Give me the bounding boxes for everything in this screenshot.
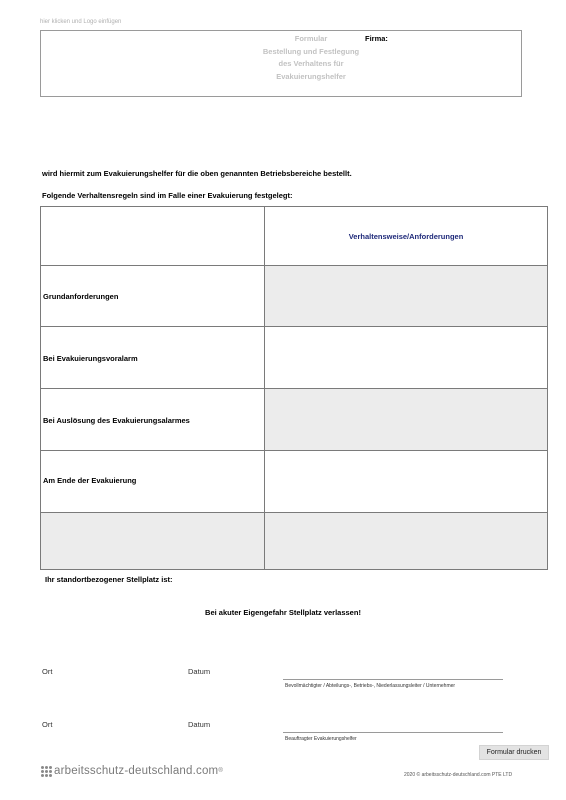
datum-label: Datum (188, 720, 211, 729)
form-title-line: Bestellung und Festlegung (262, 46, 360, 56)
print-form-button[interactable]: Formular drucken (479, 745, 549, 760)
brand-registered-mark: ® (218, 768, 223, 774)
table-row (40, 265, 548, 326)
rule-input-cell[interactable] (265, 266, 547, 326)
signature-caption: Bevollmächtigter / Abteilungs-, Betriebs-, Niederlassungsleiter / Unternehmer (285, 683, 456, 689)
row-label-cell (41, 451, 265, 512)
firma-label: Firma: (365, 34, 388, 43)
brand-name: arbeitsschutz-deutschland.com (54, 765, 219, 777)
datum-label: Datum (188, 667, 211, 676)
brand-dots-icon (41, 766, 52, 777)
intro-text: wird hiermit zum Evakuierungshelfer für die oben genannten Betriebsbereiche bestellt. (42, 169, 352, 178)
rule-input-cell[interactable] (265, 327, 547, 388)
brand-logo (41, 764, 223, 778)
form-title-line: des Verhaltens für (278, 59, 344, 68)
row-label-cell (41, 266, 265, 326)
ort-label: Ort (42, 720, 53, 729)
signature-caption: Beauftragter Evakuierungshelfer (285, 736, 357, 742)
row-label: Bei Auslösung des Evakuierungsalarmes (43, 416, 190, 425)
row-label: Am Ende der Evakuierung (43, 476, 137, 485)
rule-input-cell[interactable] (265, 451, 547, 512)
form-title (241, 33, 381, 83)
rules-table (40, 206, 548, 570)
table-row (40, 326, 548, 388)
ort-label: Ort (42, 667, 53, 676)
form-title-line: Formular (294, 34, 328, 43)
stellplatz-label: Ihr standortbezogener Stellplatz ist: (45, 575, 173, 584)
row-label: Grundanforderungen (43, 292, 119, 301)
copyright-note: 2020 © arbeitsschutz-deutschland.com PTE LTD (404, 772, 513, 778)
header-box (40, 30, 522, 97)
row-label-cell[interactable] (41, 513, 265, 569)
form-title-line: Evakuierungshelfer (276, 71, 346, 81)
table-row (40, 388, 548, 450)
signature-line[interactable] (283, 679, 503, 680)
table-row (40, 450, 548, 512)
table-header-row (40, 206, 548, 265)
rule-input-cell[interactable] (265, 513, 547, 569)
row-label-cell (41, 327, 265, 388)
rules-intro: Folgende Verhaltensregeln sind im Falle einer Evakuierung festgelegt: (42, 191, 293, 200)
table-header-cell (265, 207, 547, 265)
row-label: Bei Evakuierungsvoralarm (43, 354, 138, 363)
logo-placeholder[interactable]: hier klicken und Logo einfügen (40, 19, 122, 25)
table-header-empty-cell (41, 207, 265, 265)
table-row (40, 512, 548, 570)
column-header: Verhaltensweise/Anforderungen (348, 232, 464, 241)
row-label-cell (41, 389, 265, 450)
warning-text: Bei akuter Eigengefahr Stellplatz verlassen! (205, 608, 361, 617)
rule-input-cell[interactable] (265, 389, 547, 450)
signature-line[interactable] (283, 732, 503, 733)
